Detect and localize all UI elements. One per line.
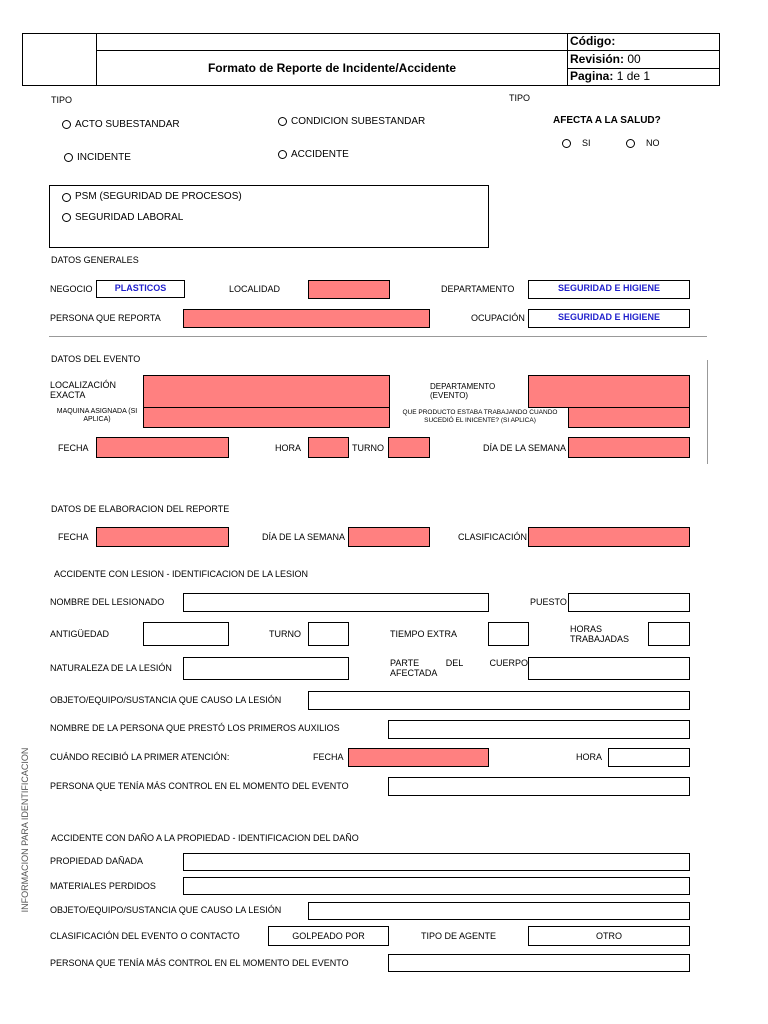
tipo-label-left: TIPO [51, 95, 73, 105]
persona-reporta-field[interactable] [183, 309, 430, 328]
no-label: NO [646, 138, 660, 148]
accidente-radio[interactable] [278, 150, 287, 159]
localizacion-field[interactable] [143, 375, 390, 408]
dano-clasificacion-label: CLASIFICACIÓN DEL EVENTO O CONTACTO [50, 931, 240, 941]
evento-turno-label: TURNO [352, 443, 384, 453]
acto-radio[interactable] [62, 120, 71, 129]
incidente-label: INCIDENTE [77, 152, 131, 163]
evento-dia-field[interactable] [568, 437, 690, 458]
dano-clasificacion-field[interactable]: GOLPEADO POR [268, 926, 389, 946]
evento-fecha-label: FECHA [58, 443, 89, 453]
accidente-label: ACCIDENTE [291, 149, 349, 160]
nombre-lesionado-field[interactable] [183, 593, 489, 612]
parte-cuerpo-field[interactable] [528, 657, 690, 680]
elaboracion-fecha-label: FECHA [58, 532, 89, 542]
localidad-field[interactable] [308, 280, 390, 299]
dano-objeto-field[interactable] [308, 902, 690, 920]
tiempo-extra-label: TIEMPO EXTRA [390, 629, 458, 639]
pagina-label: Pagina: [570, 69, 614, 83]
negocio-label: NEGOCIO [50, 284, 93, 294]
negocio-field[interactable]: PLASTICOS [96, 280, 185, 298]
tipo-label-right: TIPO [509, 93, 531, 103]
evento-dia-label: DÍA DE LA SEMANA [483, 443, 567, 453]
condicion-radio[interactable] [278, 117, 287, 126]
puesto-label: PUESTO [530, 597, 567, 607]
localizacion-label: LOCALIZACIÓN EXACTA [50, 380, 117, 400]
dano-control-label: PERSONA QUE TENÍA MÁS CONTROL EN EL MOMENTO DEL EVENTO [50, 958, 349, 968]
si-radio[interactable] [562, 139, 571, 148]
naturaleza-label: NATURALEZA DE LA LESIÓN [50, 663, 172, 673]
depto-evento-field[interactable] [528, 375, 690, 408]
header-top-strip [96, 33, 568, 51]
incidente-radio[interactable] [64, 153, 73, 162]
propiedad-field[interactable] [183, 853, 690, 871]
datos-elaboracion-title: DATOS DE ELABORACION DEL REPORTE [51, 504, 230, 514]
tiempo-extra-field[interactable] [488, 622, 529, 646]
revision-value: 00 [627, 52, 641, 66]
pagina-row [570, 69, 650, 83]
elaboracion-dia-field[interactable] [348, 527, 430, 547]
atencion-label: CUÁNDO RECIBIÓ LA PRIMER ATENCIÓN: [50, 752, 230, 762]
header-logo-cell [22, 33, 97, 86]
elaboracion-dia-label: DÍA DE LA SEMANA [262, 532, 346, 542]
no-radio[interactable] [626, 139, 635, 148]
revision-row [570, 52, 641, 66]
divider [49, 336, 707, 337]
evento-fecha-field[interactable] [96, 437, 229, 458]
pagina-value: 1 de 1 [616, 69, 651, 83]
lesion-turno-field[interactable] [308, 622, 349, 646]
antiguedad-field[interactable] [143, 622, 229, 646]
propiedad-label: PROPIEDAD DAÑADA [50, 856, 144, 866]
lesion-control-label: PERSONA QUE TENÍA MÁS CONTROL EN EL MOMENTO DEL EVENTO [50, 781, 349, 791]
localidad-label: LOCALIDAD [229, 284, 281, 294]
laboral-radio[interactable] [62, 213, 71, 222]
evento-hora-field[interactable] [308, 437, 349, 458]
materiales-label: MATERIALES PERDIDOS [50, 881, 156, 891]
auxilios-field[interactable] [388, 720, 690, 739]
dano-control-field[interactable] [388, 954, 690, 972]
datos-evento-title: DATOS DEL EVENTO [51, 354, 141, 364]
dano-title: ACCIDENTE CON DAÑO A LA PROPIEDAD - IDENTIFICACION DEL DAÑO [51, 833, 359, 843]
antiguedad-label: ANTIGÜEDAD [50, 629, 110, 639]
psm-label: PSM (SEGURIDAD DE PROCESOS) [75, 191, 242, 202]
psm-radio[interactable] [62, 193, 71, 202]
agente-label: TIPO DE AGENTE [421, 931, 497, 941]
horas-trabajadas-field[interactable] [648, 622, 690, 646]
page-title: Formato de Reporte de Incidente/Accidente [207, 61, 457, 75]
nombre-lesionado-label: NOMBRE DEL LESIONADO [50, 597, 165, 607]
lesion-control-field[interactable] [388, 777, 690, 796]
departamento-field[interactable]: SEGURIDAD E HIGIENE [528, 280, 690, 299]
elaboracion-fecha-field[interactable] [96, 527, 229, 547]
afecta-title: AFECTA A LA SALUD? [553, 115, 661, 126]
codigo-label: Código: [570, 34, 616, 48]
puesto-field[interactable] [568, 593, 690, 612]
atencion-hora-field[interactable] [608, 748, 690, 767]
materiales-field[interactable] [183, 877, 690, 895]
atencion-fecha-field[interactable] [348, 748, 489, 767]
producto-label: QUE PRODUCTO ESTABA TRABAJANDO CUANDO SUCEDIÓ EL INICENTE? (SI APLICA) [402, 409, 558, 424]
depto-evento-label: DEPARTAMENTO (EVENTO) [430, 382, 496, 400]
atencion-hora-label: HORA [576, 752, 603, 762]
objeto-lesion-field[interactable] [308, 691, 690, 710]
dano-objeto-label: OBJETO/EQUIPO/SUSTANCIA QUE CAUSO LA LESIÓN [50, 905, 282, 915]
producto-field[interactable] [568, 407, 690, 428]
auxilios-label: NOMBRE DE LA PERSONA QUE PRESTÓ LOS PRIMEROS AUXILIOS [50, 723, 340, 733]
parte-cuerpo-label: PARTE DEL CUERPO AFECTADA [390, 658, 528, 678]
agente-field[interactable]: OTRO [528, 926, 690, 946]
laboral-label: SEGURIDAD LABORAL [75, 212, 184, 223]
maquina-field[interactable] [143, 407, 390, 428]
si-label: SI [582, 138, 591, 148]
ocupacion-field[interactable]: SEGURIDAD E HIGIENE [528, 309, 690, 328]
vertical-divider [707, 360, 708, 464]
lesion-turno-label: TURNO [269, 629, 301, 639]
ocupacion-label: OCUPACIÓN [471, 313, 525, 323]
datos-generales-title: DATOS GENERALES [51, 255, 139, 265]
condicion-label: CONDICION SUBESTANDAR [291, 116, 426, 127]
maquina-label: MAQUINA ASIGNADA (SI APLICA) [56, 408, 138, 423]
persona-reporta-label: PERSONA QUE REPORTA [50, 313, 161, 323]
clasificacion-field[interactable] [528, 527, 690, 547]
evento-turno-field[interactable] [388, 437, 430, 458]
atencion-fecha-label: FECHA [313, 752, 344, 762]
evento-hora-label: HORA [275, 443, 302, 453]
acto-label: ACTO SUBESTANDAR [75, 119, 180, 130]
objeto-lesion-label: OBJETO/EQUIPO/SUSTANCIA QUE CAUSO LA LESIÓN [50, 695, 282, 705]
revision-label: Revisión: [570, 52, 625, 66]
departamento-label: DEPARTAMENTO [441, 284, 515, 294]
naturaleza-field[interactable] [183, 657, 349, 680]
side-text: INFORMACION PARA IDENTIFICACION [20, 747, 30, 913]
clasificacion-label: CLASIFICACIÓN [458, 532, 528, 542]
horas-trabajadas-label: HORAS TRABAJADAS [570, 624, 630, 644]
lesion-title: ACCIDENTE CON LESION - IDENTIFICACION DE LA LESION [54, 569, 309, 579]
